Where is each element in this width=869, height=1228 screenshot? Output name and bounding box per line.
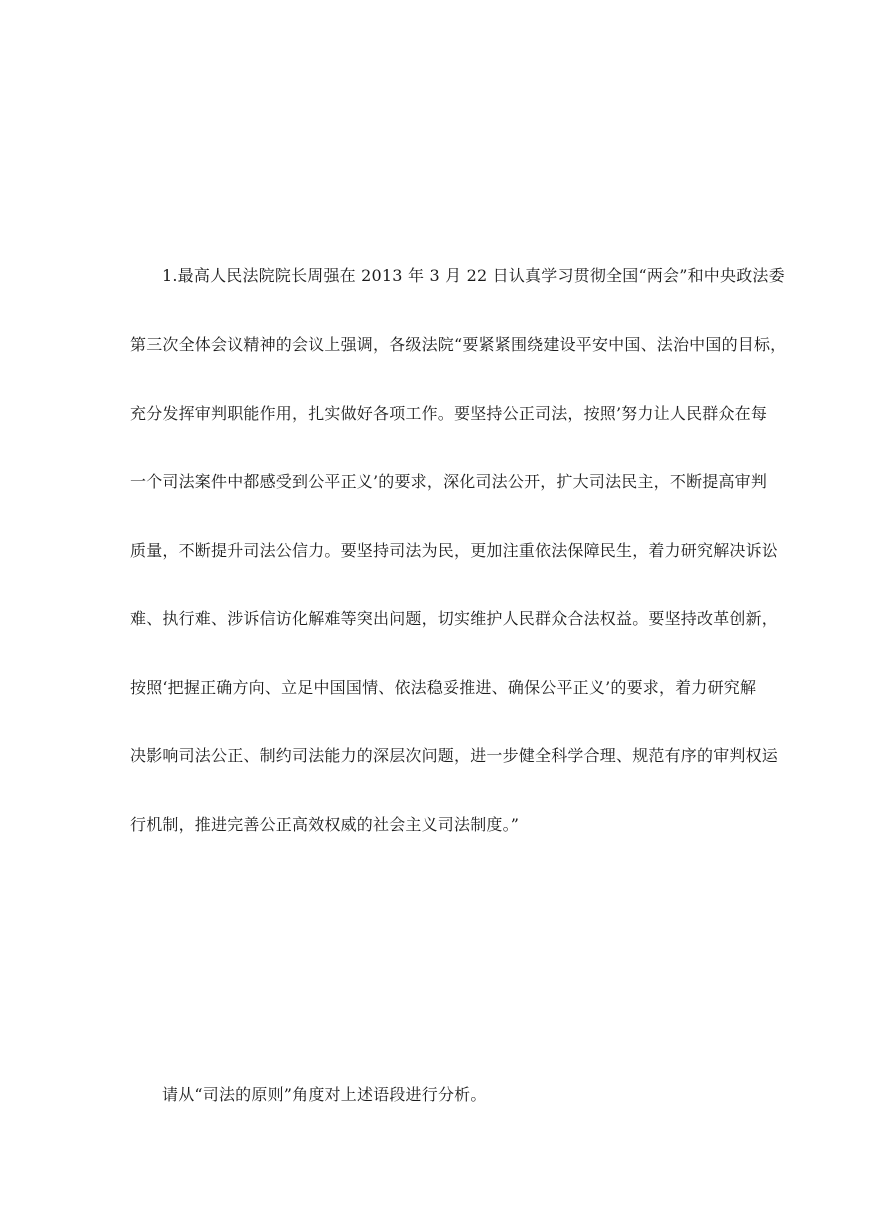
passage-line: 1.最高人民法院院长周强在 2013 年 3 月 22 日认真学习贯彻全国“两会”和中央政法委 — [162, 266, 785, 285]
passage-line: 行机制，推进完善公正高效权威的社会主义司法制度。” — [130, 815, 520, 834]
passage-line: 难、执行难、涉诉信访化解难等突出问题，切实维护人民群众合法权益。要坚持改革创新， — [130, 609, 779, 628]
passage-line: 按照‘把握正确方向、立足中国国情、依法稳妥推进、确保公平正义’的要求，着力研究解 — [130, 678, 757, 697]
passage-line: 一个司法案件中都感受到公平正义’的要求，深化司法公开，扩大司法民主，不断提高审判 — [130, 472, 768, 491]
question-prompt: 请从“司法的原则”角度对上述语段进行分析。 — [162, 1085, 487, 1104]
passage-line: 质量，不断提升司法公信力。要坚持司法为民，更加注重依法保障民生，着力研究解决诉讼 — [130, 541, 779, 560]
passage-line: 充分发挥审判职能作用，扎实做好各项工作。要坚持公正司法，按照’努力让人民群众在每 — [130, 404, 768, 423]
passage-line: 决影响司法公正、制约司法能力的深层次问题，进一步健全科学合理、规范有序的审判权运 — [130, 746, 779, 765]
passage-line: 第三次全体会议精神的会议上强调，各级法院“要紧紧围绕建设平安中国、法治中国的目标， — [130, 335, 787, 354]
